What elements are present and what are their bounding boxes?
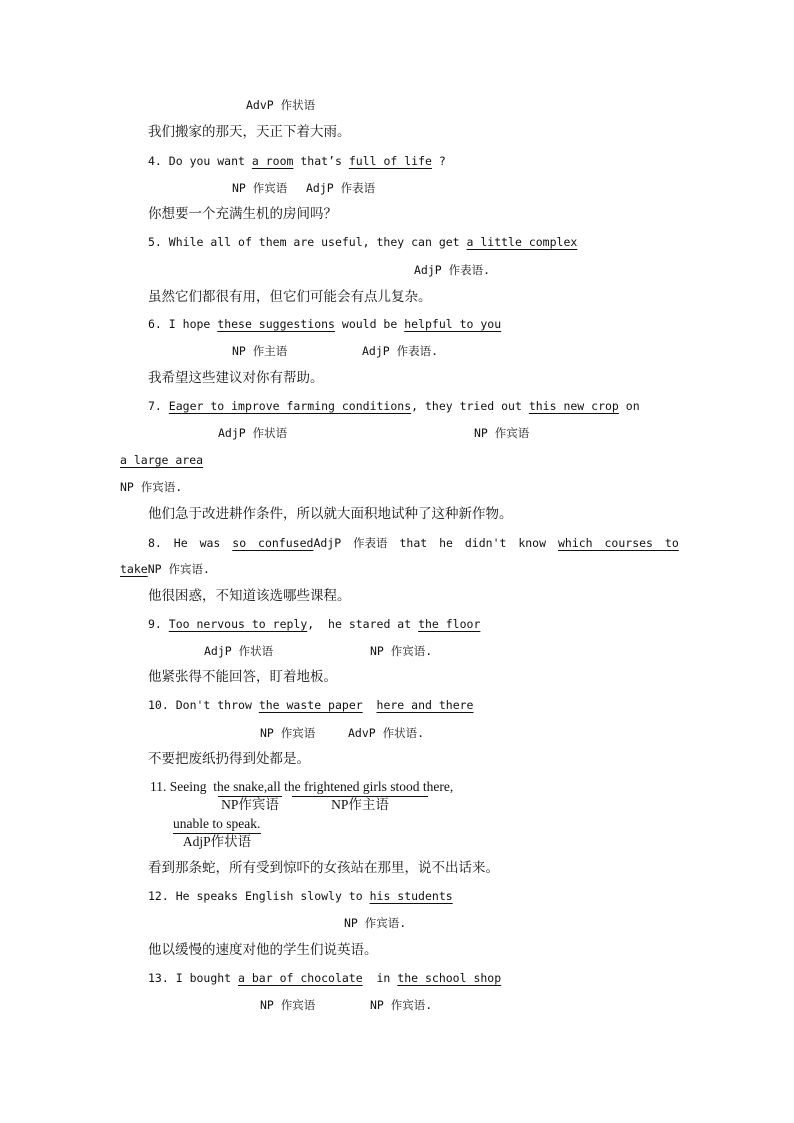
label-np-subj: NP 作主语 — [232, 344, 288, 358]
label-adjp-adv: AdjP 作状语 — [218, 426, 288, 440]
label-adjp-adv: AdjP作状语 — [173, 833, 261, 850]
label-advp-adv: AdvP 作状语. — [348, 726, 425, 740]
label-np-obj: NP 作宾语 — [474, 426, 530, 440]
translation-5: 虽然它们都很有用，但它们可能会有点儿复杂。 — [148, 289, 432, 305]
translation-12: 他以缓慢的速度对他的学生们说英语。 — [148, 942, 378, 958]
label-adjp-adv: AdjP 作状语 — [204, 644, 274, 658]
sentence-8: 8. He was so confusedAdjP 作表语 that he didn't know which courses to — [148, 536, 679, 550]
label-np-obj: NP 作宾语. — [344, 916, 407, 930]
translation-8: 他很困惑，不知道该选哪些课程。 — [148, 588, 351, 604]
translation-6: 我希望这些建议对你有帮助。 — [148, 370, 324, 386]
label-np-obj: NP 作宾语 — [260, 726, 316, 740]
label-adjp-pred: AdjP 作表语. — [414, 263, 491, 277]
sentence-5: 5. While all of them are useful, they can get a little complex — [148, 235, 578, 249]
translation-7: 他们急于改进耕作条件，所以就大面积地试种了这种新作物。 — [148, 506, 513, 522]
translation-10: 不要把废纸扔得到处都是。 — [148, 751, 310, 767]
label-advp: AdvP 作状语 — [246, 98, 316, 112]
label-np-obj: NP作宾语 — [218, 796, 282, 813]
sentence-8-cont: takeNP 作宾语. — [120, 562, 210, 576]
label-np-obj: NP 作宾语 — [232, 181, 288, 195]
translation-4: 你想要一个充满生机的房间吗？ — [148, 206, 337, 222]
label-adjp-pred: AdjP 作表语. — [362, 344, 439, 358]
translation-9: 他紧张得不能回答，盯着地板。 — [148, 669, 337, 685]
label-np-obj: NP 作宾语 — [260, 998, 316, 1012]
label-adjp-pred: AdjP 作表语 — [306, 181, 376, 195]
translation-3: 我们搬家的那天，天正下着大雨。 — [148, 124, 351, 140]
sentence-9: 9. Too nervous to reply, he stared at the floor — [148, 617, 481, 631]
sentence-4: 4. Do you want a room that’s full of life ? — [148, 154, 446, 168]
sentence-10: 10. Don't throw the waste paper here and there — [148, 698, 474, 712]
sentence-7-cont: a large area — [120, 453, 204, 467]
translation-11: 看到那条蛇，所有受到惊吓的女孩站在那里，说不出话来。 — [148, 860, 499, 876]
sentence-6: 6. I hope these suggestions would be helpful to you — [148, 317, 502, 331]
sentence-7: 7. Eager to improve farming conditions, they tried out this new crop on — [148, 399, 640, 413]
label-np-obj: NP 作宾语. — [120, 480, 183, 494]
sentence-12: 12. He speaks English slowly to his students — [148, 889, 453, 903]
sentence-11-cont: unable to speak. — [173, 816, 261, 831]
sentence-13: 13. I bought a bar of chocolate in the school shop — [148, 971, 502, 985]
label-np-subj: NP作主语 — [292, 796, 428, 813]
label-np-obj: NP 作宾语. — [370, 998, 433, 1012]
sentence-11: 11. Seeing the snake,all the frightened girls stood there, — [150, 779, 454, 794]
label-np-obj: NP 作宾语. — [370, 644, 433, 658]
